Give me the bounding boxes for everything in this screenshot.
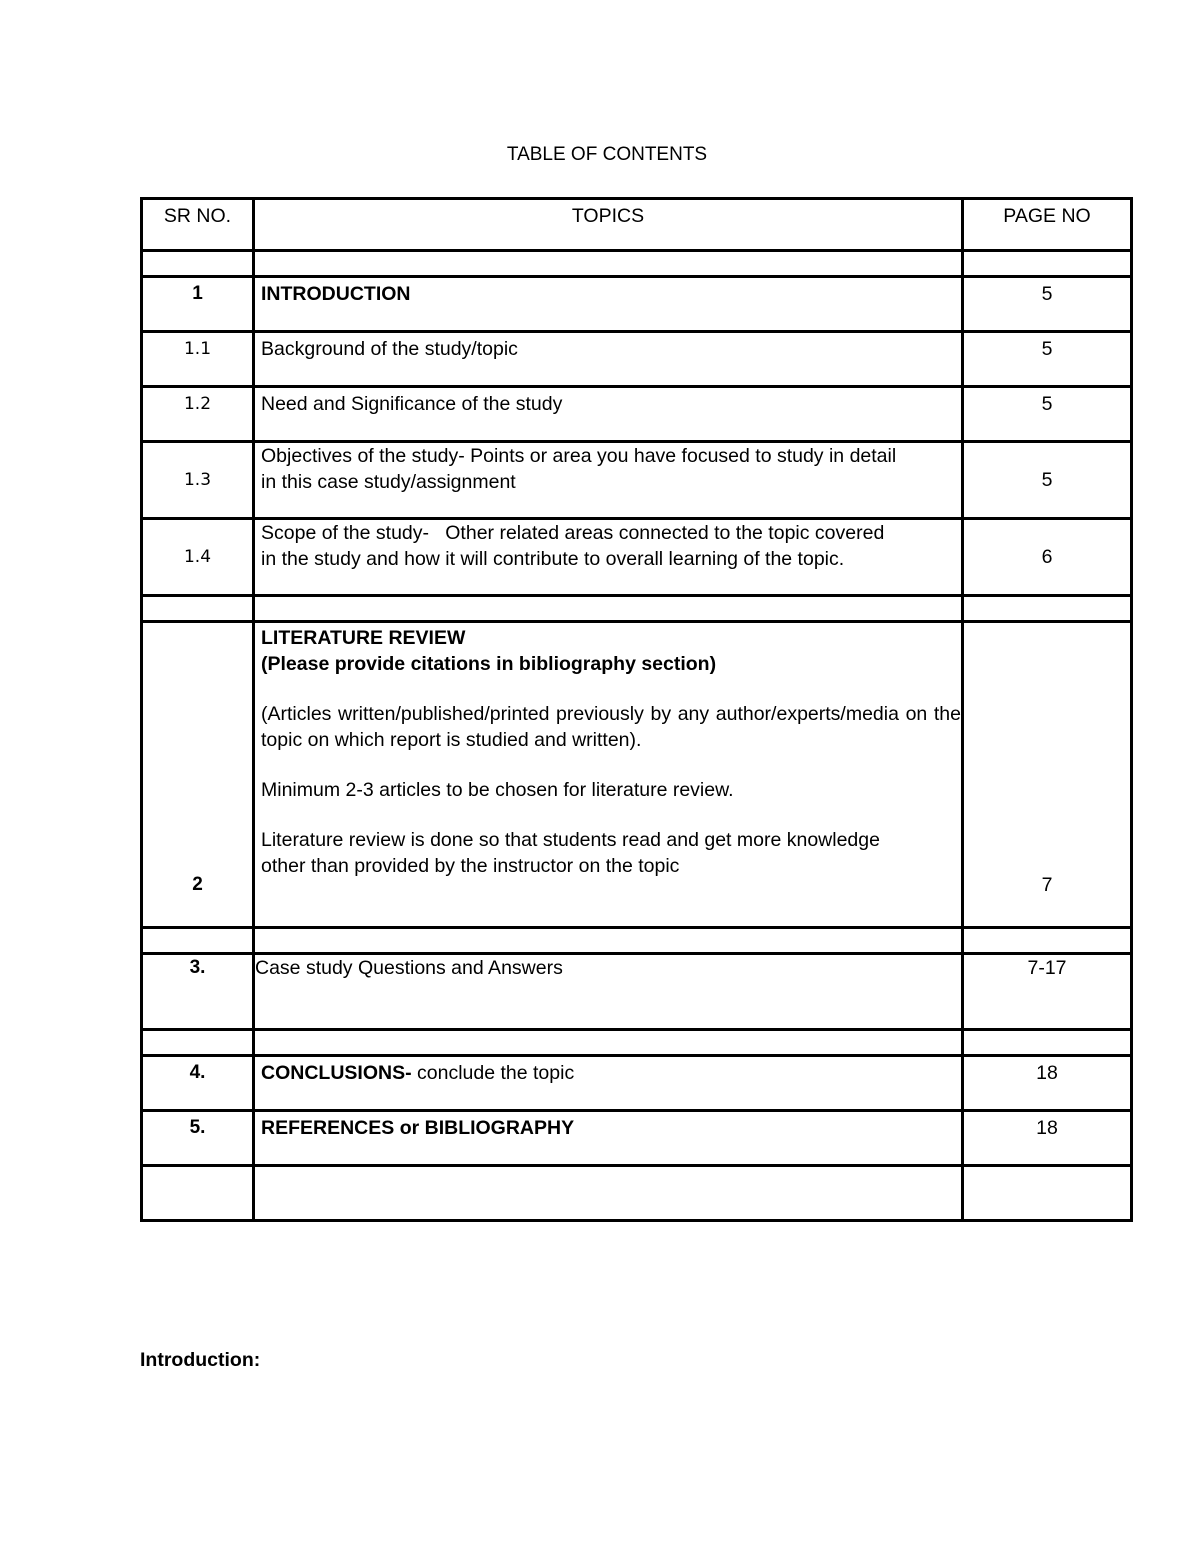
toc-table [140, 197, 1133, 1222]
blank-row [142, 596, 1132, 622]
table-row [142, 519, 1132, 596]
topic-line: in the study and how it will contribute to overall learning of the topic. [261, 548, 845, 570]
topic-cell [254, 442, 963, 519]
lit-paragraph: (Articles written/published/printed previously by any author/experts/media on the topic on which report is studied and written). [261, 703, 961, 751]
topic-cell [254, 1056, 963, 1111]
header-page-no: PAGE NO [963, 199, 1132, 251]
header-sr-no: SR NO. [142, 199, 254, 251]
sr-cell: 1.3 [142, 442, 254, 519]
page-cell: 5 [963, 332, 1132, 387]
table-row [142, 622, 1132, 928]
page-cell: 7-17 [963, 954, 1132, 1030]
table-row [142, 1111, 1132, 1166]
table-row [142, 277, 1132, 332]
table-header-row [142, 199, 1132, 251]
page-cell: 5 [963, 387, 1132, 442]
sr-cell: 1.1 [142, 332, 254, 387]
sr-cell: 5. [142, 1111, 254, 1166]
table-row [142, 954, 1132, 1030]
topic-cell: REFERENCES or BIBLIOGRAPHY [254, 1111, 963, 1166]
sr-cell: 1.4 [142, 519, 254, 596]
lit-paragraph-line: Literature review is done so that students read and get more knowledge [261, 829, 880, 851]
blank-row [142, 1030, 1132, 1056]
table-row [142, 1056, 1132, 1111]
page-title: TABLE OF CONTENTS [506, 144, 708, 165]
page-cell: 18 [963, 1111, 1132, 1166]
topic-rest: conclude the topic [411, 1062, 575, 1084]
topic-line: in this case study/assignment [261, 471, 516, 493]
page-cell: 5 [963, 277, 1132, 332]
table-row [142, 387, 1132, 442]
table-row [142, 442, 1132, 519]
sr-cell: 4. [142, 1056, 254, 1111]
sr-cell: 3. [142, 954, 254, 1030]
topic-cell: Need and Significance of the study [254, 387, 963, 442]
topic-cell [254, 519, 963, 596]
topic-cell: Case study Questions and Answers [254, 954, 963, 1030]
sr-cell: 2 [142, 622, 254, 928]
blank-row [142, 251, 1132, 277]
topic-line: Scope of the study- Other related areas connected to the topic covered [261, 522, 885, 544]
lit-paragraph-line: other than provided by the instructor on the topic [261, 855, 680, 877]
table-row [142, 332, 1132, 387]
section-heading-introduction: Introduction: [140, 1349, 261, 1371]
sr-cell: 1.2 [142, 387, 254, 442]
page-cell: 5 [963, 442, 1132, 519]
blank-row [142, 1166, 1132, 1221]
lit-paragraph: Minimum 2-3 articles to be chosen for literature review. [261, 779, 734, 801]
topic-cell [254, 622, 963, 928]
header-topics: TOPICS [254, 199, 963, 251]
topic-line: Objectives of the study- Points or area you have focused to study in detail [261, 445, 897, 467]
lit-heading: LITERATURE REVIEW [261, 627, 466, 649]
topic-cell: INTRODUCTION [254, 277, 963, 332]
page-cell: 7 [963, 622, 1132, 928]
page-cell: 6 [963, 519, 1132, 596]
page-cell: 18 [963, 1056, 1132, 1111]
blank-row [142, 928, 1132, 954]
lit-subheading: (Please provide citations in bibliography section) [261, 653, 717, 675]
topic-bold: CONCLUSIONS- [261, 1062, 412, 1084]
sr-cell: 1 [142, 277, 254, 332]
topic-cell: Background of the study/topic [254, 332, 963, 387]
